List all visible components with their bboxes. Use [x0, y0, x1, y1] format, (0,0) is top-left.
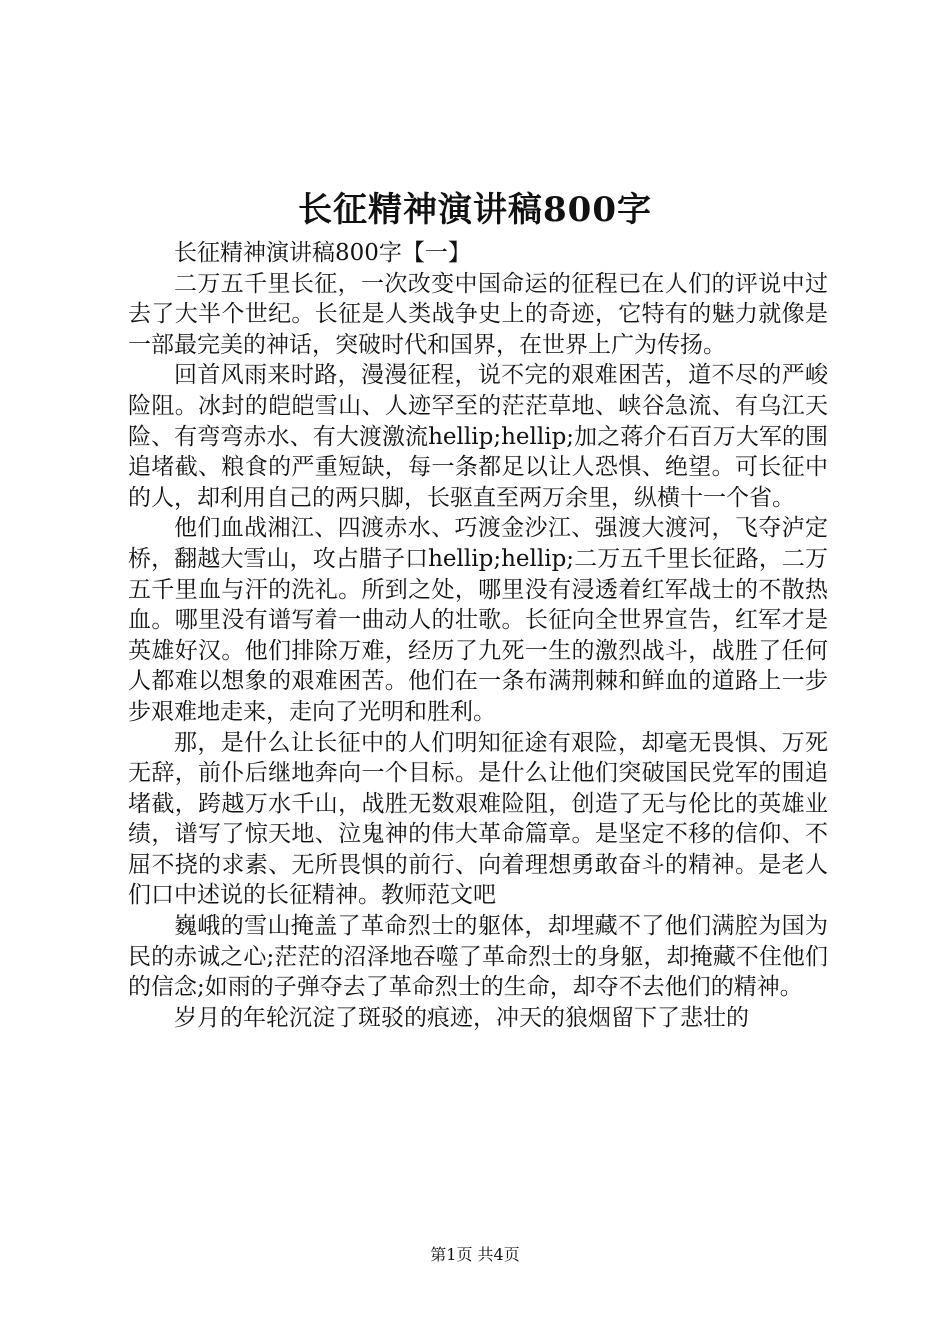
section-heading: 长征精神演讲稿800字【一】 — [174, 240, 471, 266]
paragraph: 他们血战湘江、四渡赤水、巧渡金沙江、强渡大渡河，飞夺泸定桥，翻越大雪山，攻占腊子口hellip;hellip;二万五千里长征路，二万五千里血与汗的洗礼。所到之处，哪里没有浸透着红军战士的不散热血。哪里没有谱写着一曲动人的壮歌。长征向全世界宣告，红军才是英雄好汉。他们排除万难，经历了九死一生的激烈战斗，战胜了任何人都难以想象的艰难困苦。他们在一条布满荆棘和鲜血的道路上一步步艰难地走来，走向了光明和胜利。 — [128, 515, 828, 725]
page-footer: 第1页 共4页 — [430, 1245, 520, 1264]
paragraph: 二万五千里长征，一次改变中国命运的征程已在人们的评说中过去了大半个世纪。长征是人类战争史上的奇迹，它特有的魅力就像是一部最完美的神话，突破时代和国界，在世界上广为传扬。 — [128, 270, 828, 358]
document-title: 长征精神演讲稿800字 — [298, 190, 652, 230]
paragraph: 那，是什么让长征中的人们明知征途有艰险，却毫无畏惧、万死无辞，前仆后继地奔向一个目标。是什么让他们突破国民党军的围追堵截，跨越万水千山，战胜无数艰难险阻，创造了无与伦比的英雄业绩，谱写了惊天地、泣鬼神的伟大革命篇章。是坚定不移的信仰、不屈不挠的求素、无所畏惧的前行、向着理想勇敢奋斗的精神。是老人们口中述说的长征精神。教师范文吧 — [128, 729, 828, 909]
paragraph: 岁月的年轮沉淀了斑驳的痕迹，冲天的狼烟留下了悲壮的 — [174, 1004, 749, 1031]
document-body — [128, 238, 828, 1033]
paragraph: 巍峨的雪山掩盖了革命烈士的躯体，却埋藏不了他们满腔为国为民的赤诚之心;茫茫的沼泽地吞噬了革命烈士的身躯，却掩藏不住他们的信念;如雨的子弹夺去了革命烈士的生命，却夺不去他们的精神。 — [128, 913, 828, 1001]
paragraph: 回首风雨来时路，漫漫征程，说不完的艰难困苦，道不尽的严峻险阻。冰封的皑皑雪山、人迹罕至的茫茫草地、峡谷急流、有乌江天险、有弯弯赤水、有大渡激流hellip;hellip;加之蒋介石百万大军的围追堵截、粮食的严重短缺，每一条都足以让人恐惧、绝望。可长征中的人，却利用自己的两只脚，长驱直至两万余里，纵横十一个省。 — [128, 362, 828, 511]
